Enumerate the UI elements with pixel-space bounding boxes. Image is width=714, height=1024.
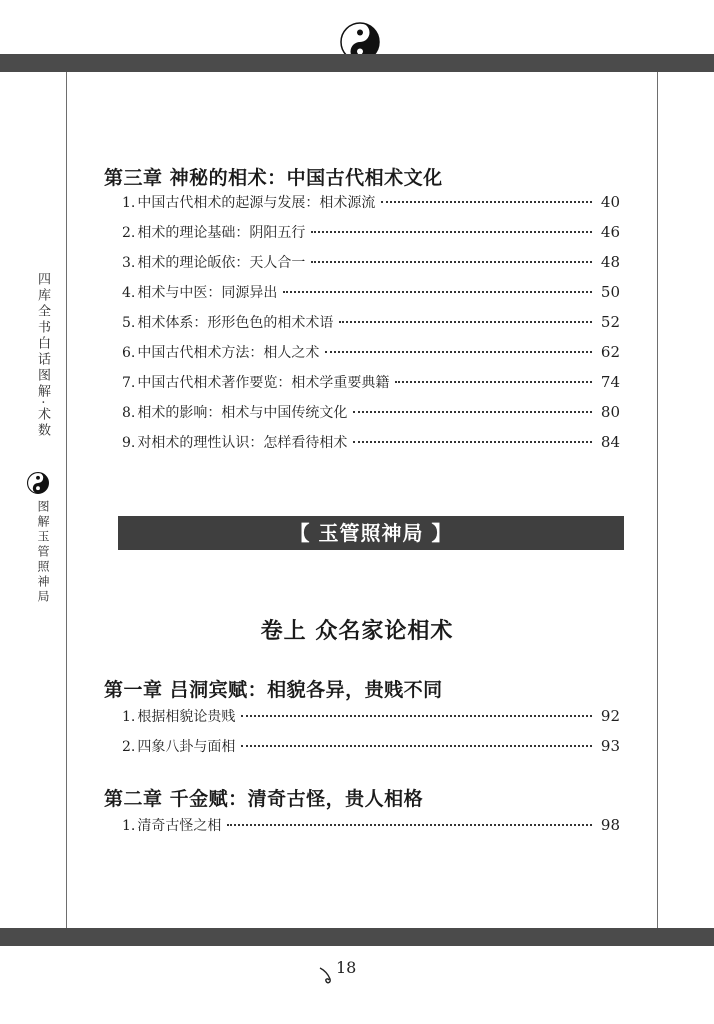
leader-dots (283, 291, 592, 293)
entry-title: 相术的影响：相术与中国传统文化 (137, 405, 348, 421)
chapter-3-toc (122, 192, 620, 462)
entry-title: 根据相貌论贵贱 (137, 709, 236, 725)
entry-number: 9. (122, 435, 136, 451)
volume-heading: 卷上 众名家论相术 (260, 619, 454, 644)
toc-entry[interactable] (122, 222, 620, 252)
entry-number: 6. (122, 345, 136, 361)
entry-number: 3. (122, 255, 136, 271)
entry-title: 相术的理论皈依：天人合一 (137, 255, 306, 271)
leader-dots (311, 231, 592, 233)
leader-dots (381, 201, 592, 203)
leader-dots (353, 441, 592, 443)
toc-entry[interactable] (122, 432, 620, 462)
toc-entry[interactable] (122, 312, 620, 342)
header-band (0, 54, 714, 72)
side-book-title: 四库全书白话图解·术数 (35, 272, 50, 440)
entry-title: 对相术的理性认识：怎样看待相术 (137, 435, 348, 451)
entry-page: 40 (600, 193, 620, 211)
leader-dots (227, 824, 592, 826)
leader-dots (339, 321, 592, 323)
leader-dots (311, 261, 592, 263)
entry-title: 四象八卦与面相 (137, 739, 236, 755)
entry-title: 中国古代相术方法：相人之术 (137, 345, 320, 361)
entry-number: 2. (122, 739, 136, 755)
toc-entry[interactable] (122, 402, 620, 432)
entry-number: 2. (122, 225, 136, 241)
toc-entry[interactable] (122, 192, 620, 222)
leader-dots (241, 715, 592, 717)
entry-page: 84 (600, 433, 620, 451)
entry-page: 48 (600, 253, 620, 271)
leader-dots (395, 381, 592, 383)
leader-dots (241, 745, 592, 747)
entry-title: 清奇古怪之相 (137, 818, 222, 834)
chapter-2-toc (122, 815, 620, 845)
chapter-1-heading: 第一章 吕洞宾赋：相貌各异，贵贱不同 (104, 679, 443, 701)
page-number: 18 (336, 958, 357, 977)
entry-title: 中国古代相术著作要览：相术学重要典籍 (137, 375, 390, 391)
entry-number: 1. (122, 195, 136, 211)
entry-title: 相术与中医：同源异出 (137, 285, 278, 301)
entry-number: 4. (122, 285, 136, 301)
toc-entry[interactable] (122, 706, 620, 736)
side-book-subtitle: 图解玉管照神局 (36, 500, 50, 605)
leader-dots (353, 411, 592, 413)
left-rule (66, 72, 67, 928)
entry-number: 1. (122, 818, 136, 834)
entry-page: 98 (600, 816, 620, 834)
entry-page: 80 (600, 403, 620, 421)
footer-band (0, 928, 714, 946)
toc-entry[interactable] (122, 372, 620, 402)
entry-number: 7. (122, 375, 136, 391)
toc-entry[interactable] (122, 736, 620, 766)
chapter-3-heading: 第三章 神秘的相术：中国古代相术文化 (104, 167, 443, 189)
entry-page: 93 (600, 737, 620, 755)
entry-page: 52 (600, 313, 620, 331)
entry-number: 5. (122, 315, 136, 331)
right-rule (657, 72, 658, 928)
entry-page: 50 (600, 283, 620, 301)
entry-page: 62 (600, 343, 620, 361)
taiji-small-icon (27, 472, 49, 494)
leader-dots (325, 351, 592, 353)
entry-title: 中国古代相术的起源与发展：相术源流 (137, 195, 376, 211)
entry-title: 相术的理论基础：阴阳五行 (137, 225, 306, 241)
chapter-1-toc (122, 706, 620, 766)
toc-entry[interactable] (122, 342, 620, 372)
entry-page: 46 (600, 223, 620, 241)
entry-page: 92 (600, 707, 620, 725)
entry-title: 相术体系：形形色色的相术术语 (137, 315, 334, 331)
toc-entry[interactable] (122, 252, 620, 282)
toc-entry[interactable] (122, 815, 620, 845)
entry-page: 74 (600, 373, 620, 391)
part-banner: 【 玉管照神局 】 (118, 516, 624, 550)
entry-number: 8. (122, 405, 136, 421)
entry-number: 1. (122, 709, 136, 725)
chapter-2-heading: 第二章 千金赋：清奇古怪，贵人相格 (104, 788, 424, 810)
toc-entry[interactable] (122, 282, 620, 312)
